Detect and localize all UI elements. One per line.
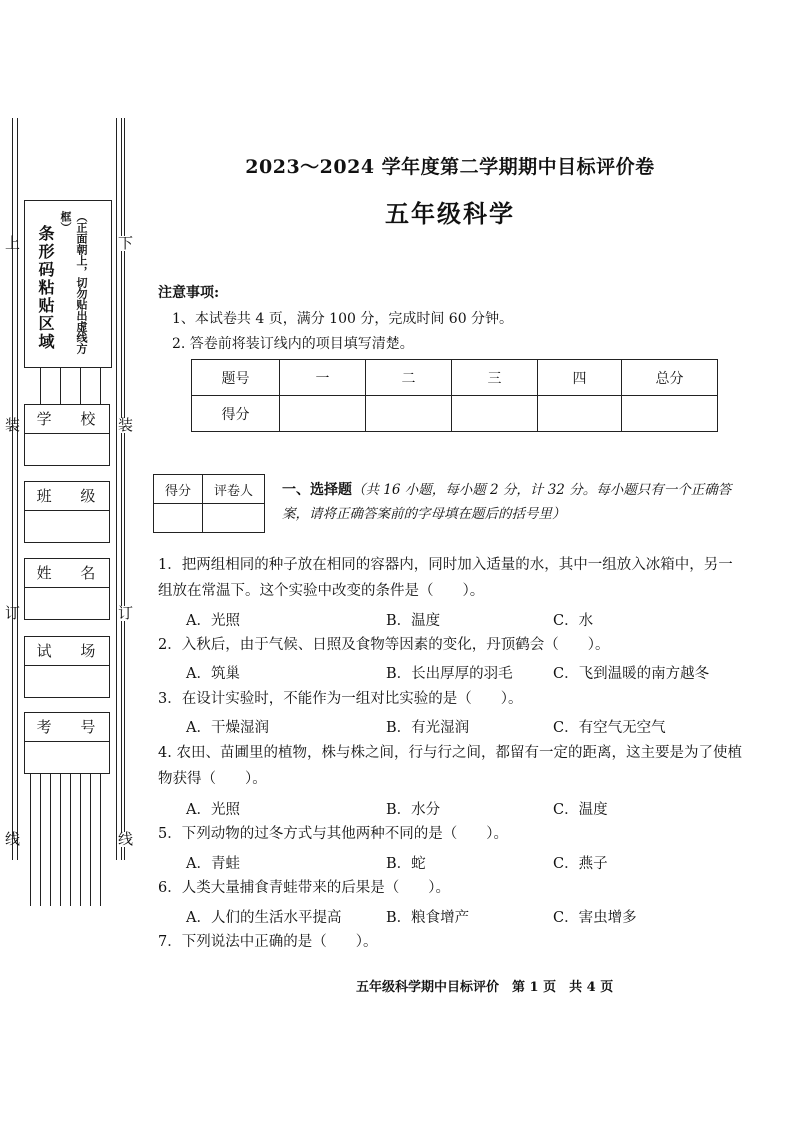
section-heading	[282, 478, 752, 526]
option-a: A．人们的生活水平提高	[186, 910, 342, 926]
question-7	[158, 929, 748, 955]
option-b: B．温度	[386, 613, 441, 629]
question-2	[158, 632, 748, 658]
school-field[interactable]	[24, 404, 110, 466]
option-a: A．筑巢	[186, 666, 240, 682]
score-header-cell: 总分	[622, 360, 718, 396]
question-1	[158, 552, 748, 604]
score-cell[interactable]	[622, 396, 718, 432]
section-instructions: （共 16 小题，每小题 2 分，计 32 分。每小题只有一个正确答案，请将正确答案前的字母填在题后的括号里）	[282, 482, 732, 522]
score-cell[interactable]	[280, 396, 366, 432]
barcode-note: （正面朝上，切勿贴出虚线方框）	[59, 211, 88, 354]
subject-title: 五年级科学	[385, 199, 515, 228]
option-b: B．水分	[386, 802, 441, 818]
section-title: 一、选择题	[282, 482, 352, 498]
margin-char-xian-right: 线	[118, 830, 134, 848]
question-3	[158, 686, 748, 712]
option-c: C．水	[553, 613, 594, 629]
grader-score-cell[interactable]	[154, 504, 203, 533]
name-field[interactable]	[24, 558, 110, 620]
score-table	[191, 359, 718, 432]
margin-char-zhuang-left: 装	[5, 416, 21, 434]
option-c: C．燕子	[553, 856, 608, 872]
barcode-area	[24, 200, 112, 368]
question-stem: 6．人类大量捕食青蛙带来的后果是（ ）。	[158, 880, 450, 896]
class-field[interactable]	[24, 481, 110, 543]
question-stem: 3．在设计实验时，不能作为一组对比实验的是（ ）。	[158, 691, 523, 707]
option-c: C．飞到温暖的南方越冬	[553, 666, 710, 682]
exam-room-field[interactable]	[24, 636, 110, 698]
option-b: B．有光湿润	[386, 720, 470, 736]
grader-name-label: 评卷人	[203, 475, 265, 504]
barcode-title: 条形码粘贴区域	[36, 225, 55, 351]
score-header-cell: 一	[280, 360, 366, 396]
grader-score-label: 得分	[154, 475, 203, 504]
option-a: A．干燥湿润	[186, 720, 269, 736]
question-stem: 4. 农田、苗圃里的植物，株与株之间，行与行之间，都留有一定的距离，这主要是为了使植	[158, 745, 742, 761]
option-c: C．温度	[553, 802, 608, 818]
question-stem: 2．入秋后，由于气候、日照及食物等因素的变化，丹顶鹤会（ ）。	[158, 637, 610, 653]
class-label: 班 级	[25, 482, 109, 511]
exam-room-label: 试 场	[25, 637, 109, 666]
option-c: C．有空气无空气	[553, 720, 666, 736]
margin-char-top-left: 上	[5, 234, 21, 252]
score-cell[interactable]	[452, 396, 538, 432]
score-table-row	[192, 396, 718, 432]
option-b: B．蛇	[386, 856, 426, 872]
question-stem: 5．下列动物的过冬方式与其他两种不同的是（ ）。	[158, 826, 508, 842]
question-stem: 1．把两组相同的种子放在相同的容器内，同时加入适量的水，其中一组放入冰箱中，另一	[158, 557, 733, 573]
question-6	[158, 875, 748, 901]
exam-number-field[interactable]	[24, 712, 110, 774]
exam-number-label: 考 号	[25, 713, 109, 742]
score-cell[interactable]	[538, 396, 622, 432]
notes-heading: 注意事项:	[158, 285, 220, 301]
question-stem: 物获得（ ）。	[158, 771, 267, 787]
option-c: C．害虫增多	[553, 910, 637, 926]
score-header-cell: 题号	[192, 360, 280, 396]
margin-char-ding-right: 订	[118, 604, 134, 622]
section-grader-box	[153, 474, 265, 533]
margin-char-ding-left: 订	[5, 604, 21, 622]
grader-name-cell[interactable]	[203, 504, 265, 533]
margin-char-xian-left: 线	[5, 830, 21, 848]
margin-char-bottom-right: 下	[118, 234, 134, 252]
question-stem: 7．下列说法中正确的是（ ）。	[158, 934, 378, 950]
name-label: 姓 名	[25, 559, 109, 588]
page-footer: 五年级科学期中目标评价 第 1 页 共 4 页	[356, 980, 614, 995]
note-item: 2. 答卷前将装订线内的项目填写清楚。	[172, 336, 414, 352]
question-4	[158, 740, 748, 792]
school-label: 学 校	[25, 405, 109, 434]
margin-char-zhuang-right: 装	[118, 416, 134, 434]
question-5	[158, 821, 748, 847]
option-b: B．粮食增产	[386, 910, 470, 926]
option-a: A．光照	[186, 802, 240, 818]
exam-title: 2023～2024 学年度第二学期期中目标评价卷	[245, 156, 655, 178]
option-b: B．长出厚厚的羽毛	[386, 666, 513, 682]
score-header-cell: 三	[452, 360, 538, 396]
score-header-cell: 四	[538, 360, 622, 396]
score-table-header-row	[192, 360, 718, 396]
option-a: A．光照	[186, 613, 240, 629]
score-cell[interactable]	[366, 396, 452, 432]
score-header-cell: 二	[366, 360, 452, 396]
note-item: 1、本试卷共 4 页，满分 100 分，完成时间 60 分钟。	[172, 311, 514, 327]
question-stem: 组放在常温下。这个实验中改变的条件是（ ）。	[158, 583, 485, 599]
score-row-label: 得分	[192, 396, 280, 432]
option-a: A．青蛙	[186, 856, 240, 872]
